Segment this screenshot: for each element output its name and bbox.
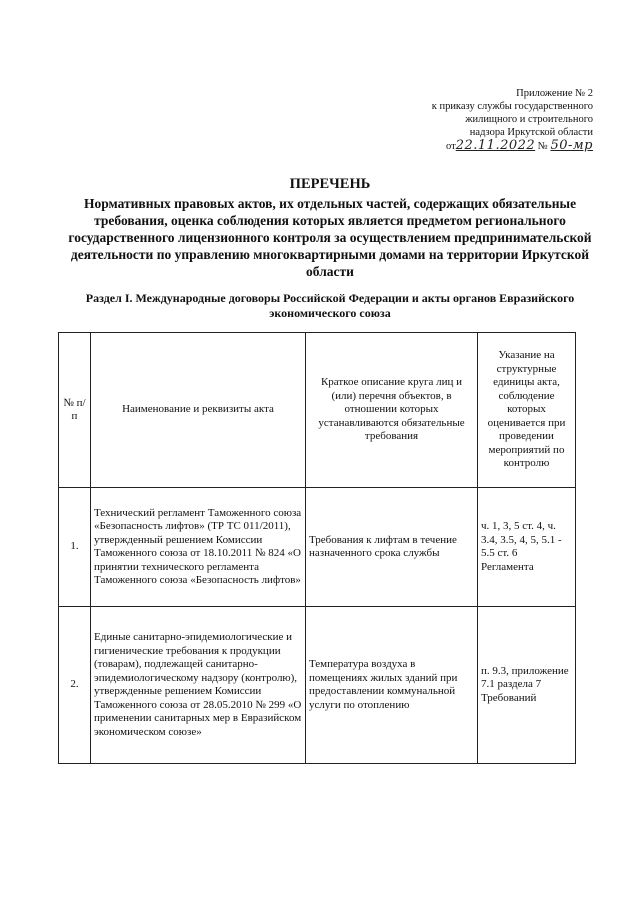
table-header-row [59,333,576,488]
row-scope: Температура воздуха в помещениях жилых зданий при предоставлении коммунальной услуги по отоплению [306,607,478,764]
row-number: 1. [59,488,91,607]
row-units: ч. 1, 3, 5 ст. 4, ч. 3.4, 3.5, 4, 5, 5.1 - 5.5 ст. 6 Регламента [478,488,576,607]
annex-line: надзора Иркутской области [469,127,593,138]
row-scope: Требования к лифтам в течение назначенного срока службы [306,488,478,607]
annex-line: жилищного и строительного [465,114,593,125]
annex-line: Приложение № 2 [516,88,593,99]
header-scope: Краткое описание круга лиц и (или) перечня объектов, в отношении которых устанавливаются обязательные требования [306,333,478,488]
annex-block [353,87,593,153]
annex-number-sign: № [537,141,548,152]
annex-line: к приказу службы государственного [431,101,593,112]
annex-date-prefix: от [446,141,456,152]
header-act: Наименование и реквизиты акта [91,333,306,488]
row-number: 2. [59,607,91,764]
header-number: № п/п [59,333,91,488]
document-subtitle: Нормативных правовых актов, их отдельных частей, содержащих обязательные требования, оценка соблюдения которых является предметом регионального государственного лицензионного контроля за осуществлением предпринимательской деятельности по управлению многоквартирными домами на территории Иркутской области [68,196,592,279]
annex-number: 50-мр [550,138,593,153]
section-heading: Раздел I. Международные договоры Российской Федерации и акты органов Евразийского экономического союза [85,291,575,320]
row-units: п. 9.3, приложение 7.1 раздела 7 Требований [478,607,576,764]
table-row [59,607,576,764]
annex-date-line [353,139,593,153]
document-title: ПЕРЕЧЕНЬ [289,176,371,192]
header-units: Указание на структурные единицы акта, соблюдение которых оценивается при проведении мероприятий по контролю [478,333,576,488]
acts-table [58,332,576,764]
annex-date: 22.11.2022 [455,138,536,153]
row-act: Единые санитарно-эпидемиологические и гигиенические требования к продукции (товарам), подлежащей санитарно-эпидемиологическому надзору (контролю), утвержденные решением Комиссии Таможенного союза от 28.05.2010 № 299 «О применении санитарных мер в Евразийском экономическом союзе» [91,607,306,764]
table-row [59,488,576,607]
row-act: Технический регламент Таможенного союза «Безопасность лифтов» (ТР ТС 011/2011), утвержденный решением Комиссии Таможенного союза от 18.10.2011 № 824 «О принятии технического регламента Таможенного союза «Безопасность лифтов» [91,488,306,607]
